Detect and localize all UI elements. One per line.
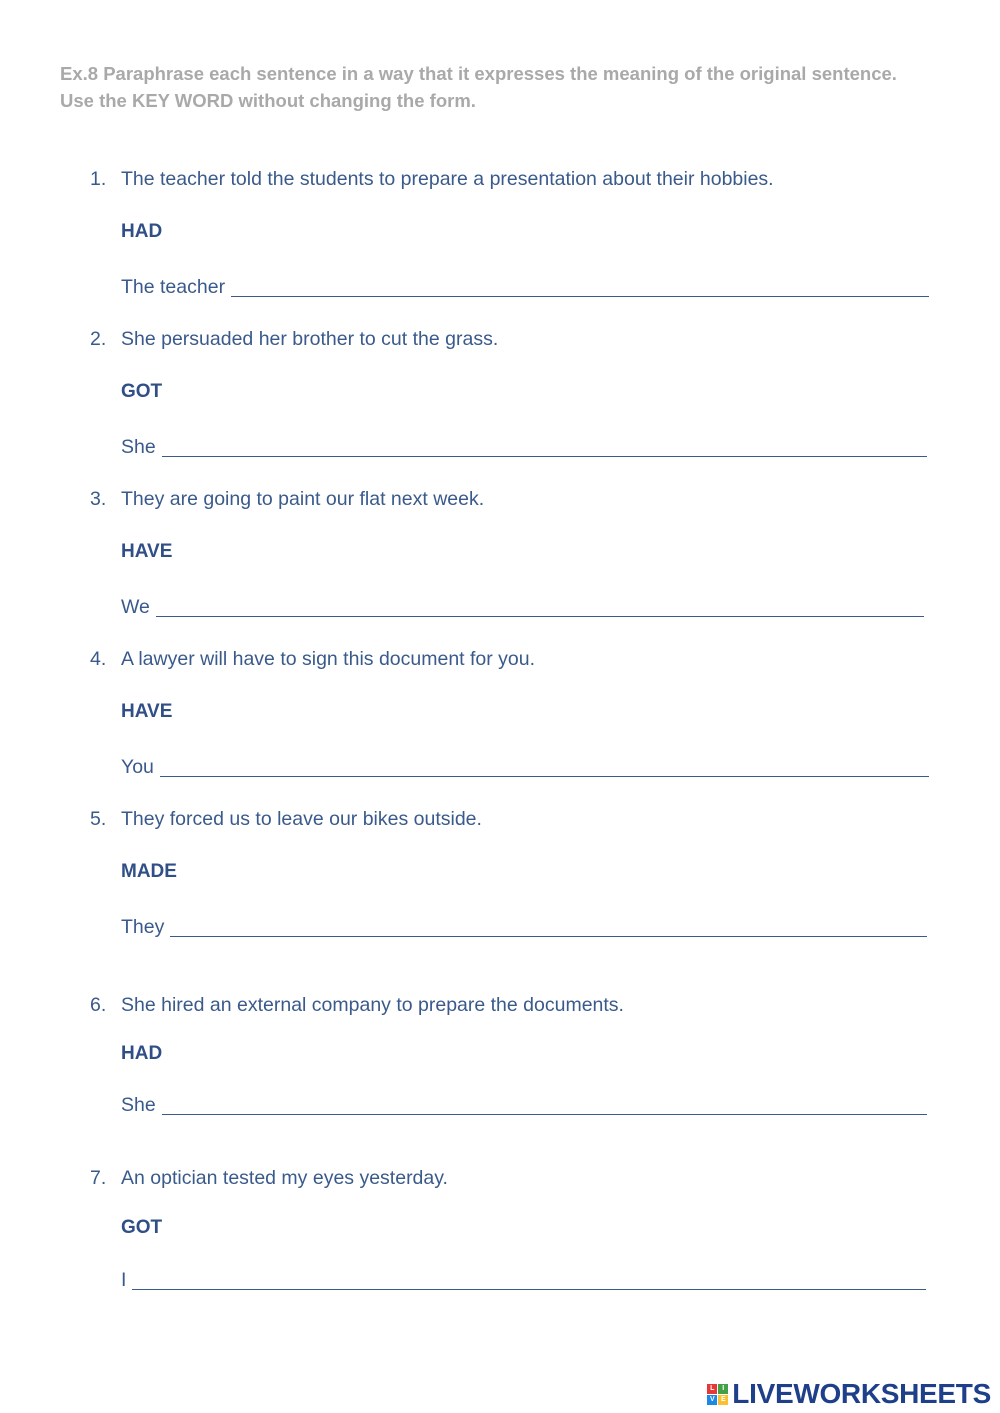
logo-tile-l: L	[707, 1384, 717, 1394]
answer-input-line[interactable]	[231, 274, 929, 297]
answer-starter: They	[121, 916, 165, 938]
answer-starter: She	[121, 436, 156, 458]
key-word: MADE	[121, 861, 177, 882]
answer-input-line[interactable]	[160, 754, 929, 777]
logo-tile-v: V	[707, 1395, 717, 1405]
key-word: HAVE	[121, 701, 173, 722]
question-number: 6.	[90, 994, 107, 1016]
question-sentence: She hired an external company to prepare the documents.	[121, 994, 624, 1016]
answer-input-line[interactable]	[132, 1267, 926, 1290]
answer-row	[121, 754, 929, 779]
answer-starter: You	[121, 756, 154, 778]
question-number: 7.	[90, 1167, 107, 1189]
answer-row	[121, 1092, 927, 1117]
answer-starter: The teacher	[121, 276, 226, 298]
question-number: 2.	[90, 328, 107, 350]
answer-input-line[interactable]	[170, 914, 927, 937]
answer-starter: We	[121, 596, 150, 618]
key-word: HAVE	[121, 541, 173, 562]
brand-name: LIVEWORKSHEETS	[732, 1378, 991, 1409]
answer-row	[121, 274, 929, 299]
answer-input-line[interactable]	[162, 434, 927, 457]
answer-starter: I	[121, 1269, 127, 1291]
logo-tile-e: E	[718, 1395, 728, 1405]
key-word: GOT	[121, 1217, 163, 1238]
question-sentence: They are going to paint our flat next week.	[121, 488, 485, 510]
question-number: 3.	[90, 488, 107, 510]
question-number: 1.	[90, 168, 107, 190]
liveworksheets-icon	[707, 1384, 728, 1405]
logo-tile-i: I	[718, 1384, 728, 1394]
answer-row	[121, 914, 927, 939]
answer-input-line[interactable]	[162, 1092, 927, 1115]
question-sentence: The teacher told the students to prepare a presentation about their hobbies.	[121, 168, 774, 190]
answer-input-line[interactable]	[156, 594, 924, 617]
question-sentence: She persuaded her brother to cut the grass.	[121, 328, 499, 350]
question-sentence: A lawyer will have to sign this document for you.	[121, 648, 536, 670]
question-sentence: An optician tested my eyes yesterday.	[121, 1167, 448, 1189]
question-number: 5.	[90, 808, 107, 830]
liveworksheets-logo	[707, 1378, 991, 1410]
key-word: HAD	[121, 1043, 163, 1064]
key-word: HAD	[121, 221, 163, 242]
answer-row	[121, 594, 924, 619]
question-sentence: They forced us to leave our bikes outside.	[121, 808, 482, 830]
key-word: GOT	[121, 381, 163, 402]
question-number: 4.	[90, 648, 107, 670]
instructions-text: Ex.8 Paraphrase each sentence in a way that it expresses the meaning of the original sentence. Use the KEY WORD without changing the form.	[60, 63, 897, 111]
answer-starter: She	[121, 1094, 156, 1116]
answer-row	[121, 1267, 926, 1292]
answer-row	[121, 434, 927, 459]
